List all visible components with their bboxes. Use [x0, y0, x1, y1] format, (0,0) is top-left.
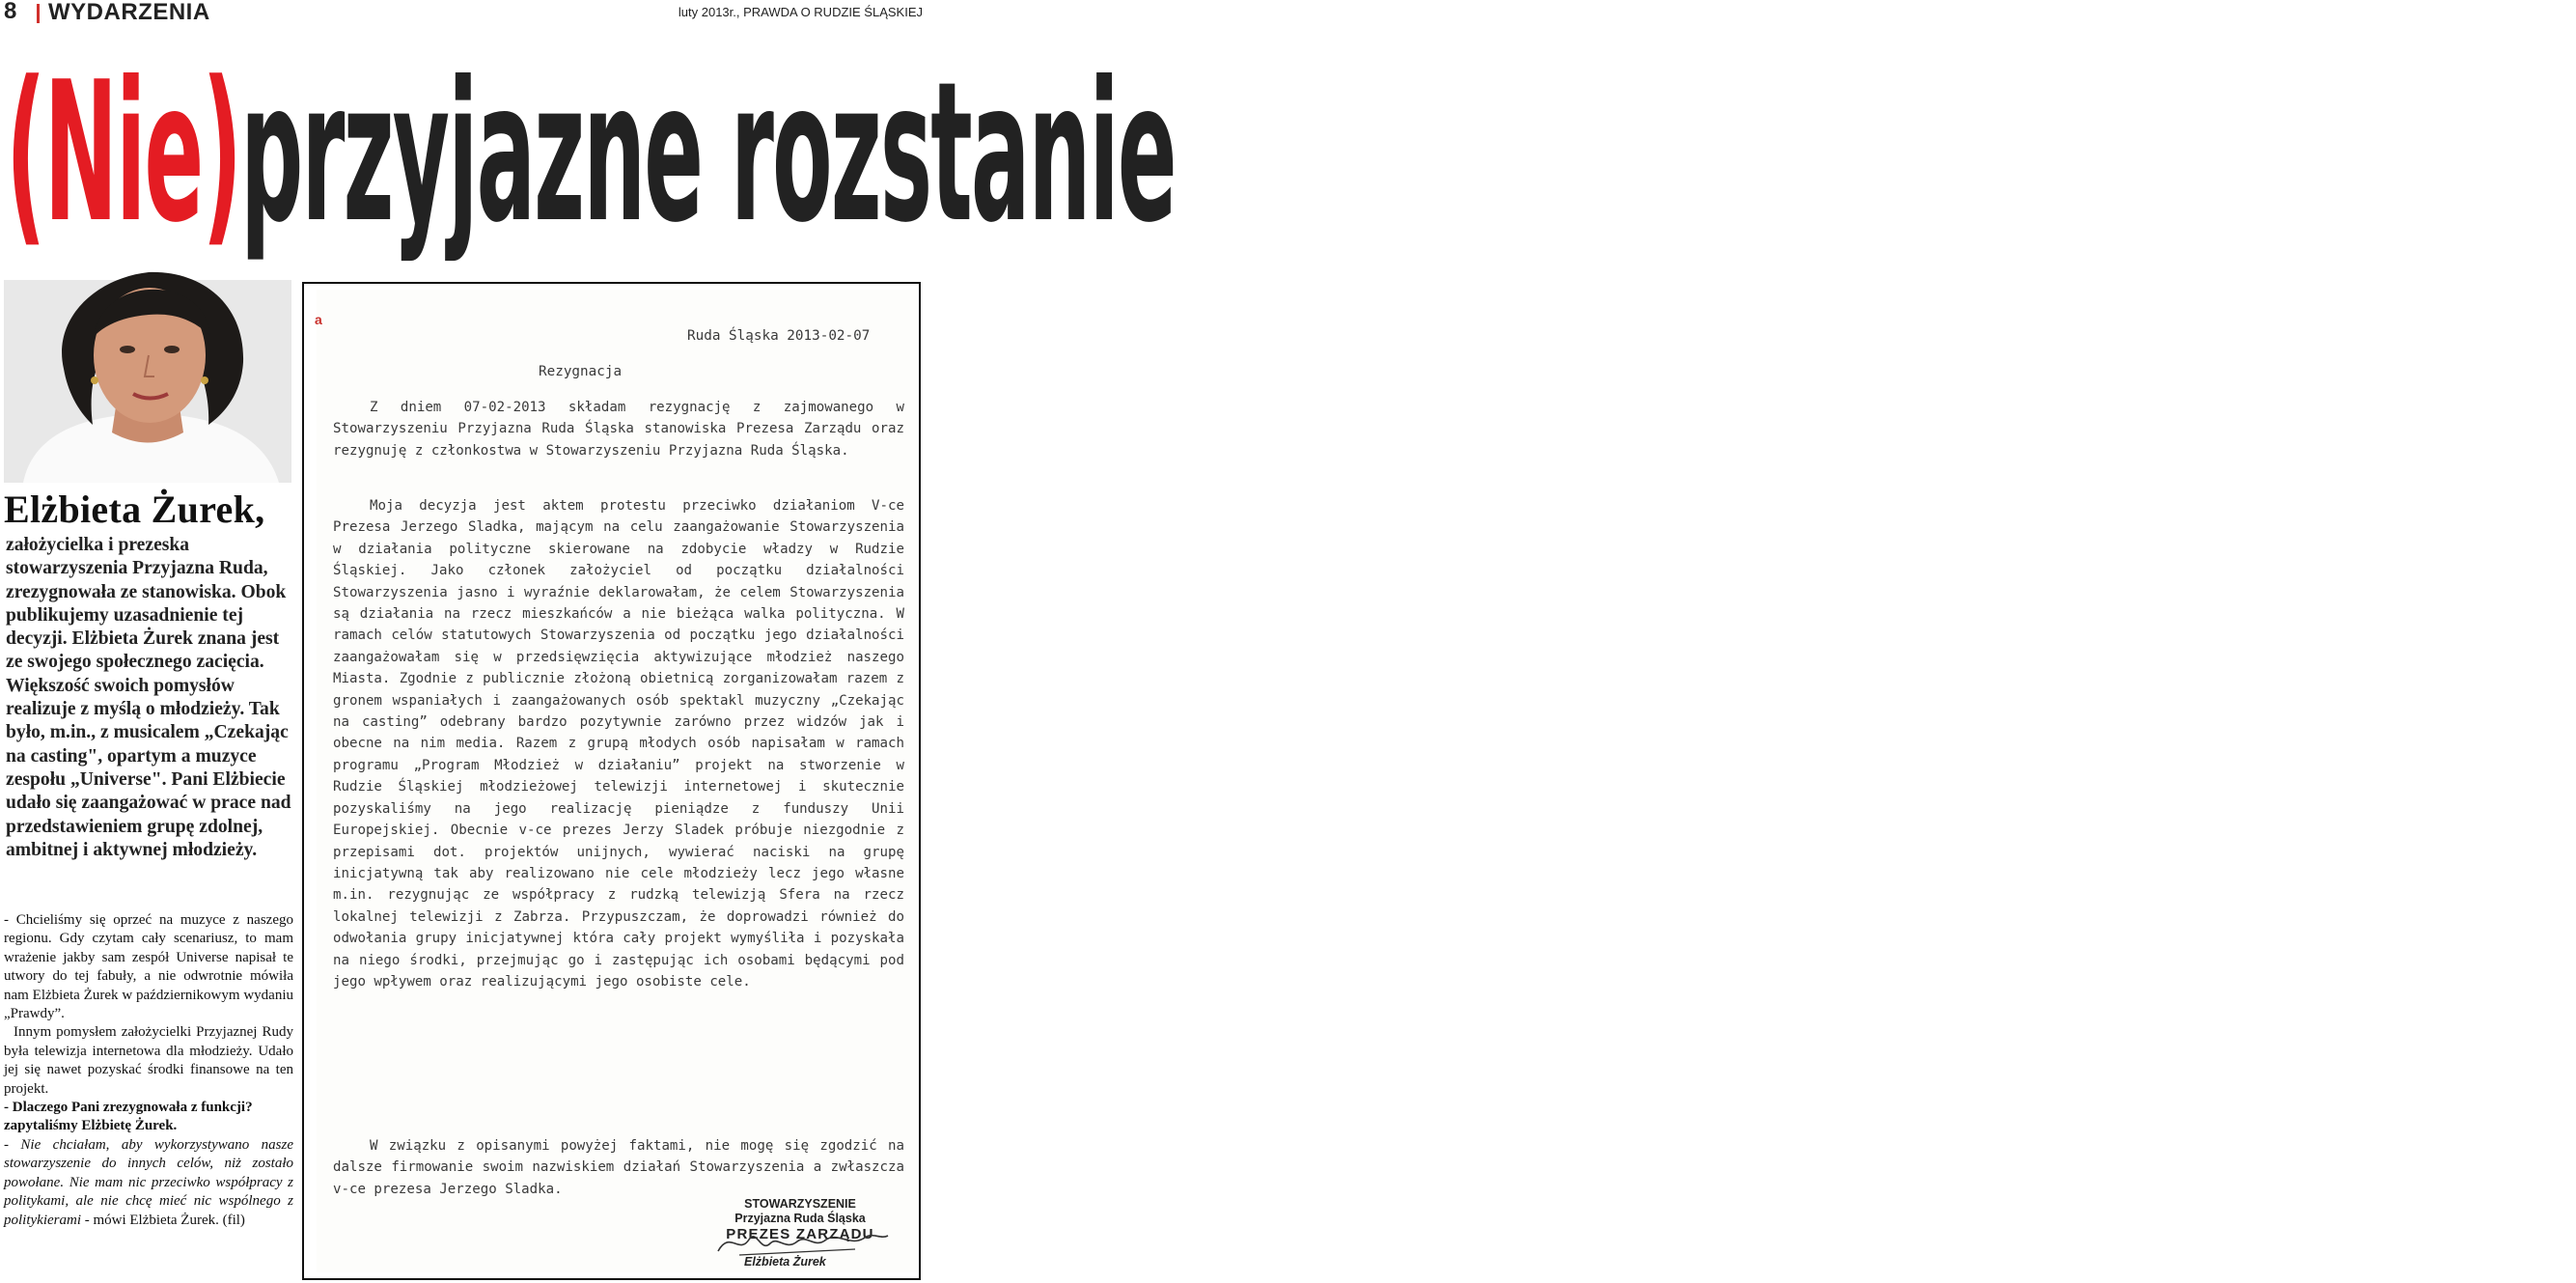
- interview-answer: [4, 1136, 293, 1230]
- answer-quote: - Nie chciałam, aby wykorzystywano nasze stowarzyszenie do innych celów, niż zostało powołane. Nie mam nic przeciwko współpracy z politykami, ale nie chcę mieć nic wspólnego z politykierami: [4, 1136, 293, 1228]
- letter-paragraph-1: [333, 397, 904, 461]
- headline-highlight: (Nie): [6, 41, 241, 265]
- body-paragraph-1: - Chcieliśmy się oprzeć na muzyce z naszego regionu. Gdy czytam cały scenariusz, to mam wrażenie jakby sam zespół Universe napisał te utwory do tej fabuły, a nie odwrotnie mówiła nam Elżbieta Żurek w październikowym wydaniu „Prawdy”.: [4, 912, 293, 1022]
- signature-name: Elżbieta Żurek: [744, 1255, 826, 1269]
- headline-rest: przyjazne rozstanie: [240, 41, 1176, 265]
- letter-paragraph-3: [333, 1135, 904, 1200]
- lede-paragraph: [6, 534, 291, 862]
- letter-paragraph-2: [333, 495, 904, 992]
- letter-paragraph-1-text: Z dniem 07-02-2013 składam rezygnację z zajmowanego w Stowarzyszeniu Przyjazna Ruda Śląska stanowiska Prezesa Zarządu oraz rezygnuję z członkostwa w Stowarzyszeniu Przyjazna Ruda Śląska.: [333, 400, 904, 459]
- header-divider: [37, 4, 40, 23]
- letter-paragraph-2-text: Moja decyzja jest aktem protestu przeciwko działaniom V-ce Prezesa Jerzego Sladka, mającym na celu zaangażowanie Stowarzyszenia w działania polityczne skierowane na zdobycie władzy w Rudzie Śląskiej. Jako członek założyciel od początku działalności Stowarzyszenia jasno i wyraźnie deklarowałam, że celem Stowarzyszenia są działania na rzecz mieszkańców a nie bieżąca walka polityczna. W ramach celów statutowych Stowarzyszenia od początku jego działalności zaangażowałam się w przedsięwzięcia aktywizujące młodzież naszego Miasta. Zgodnie z publicznie złożoną obietnicą zorganizowałam razem z gronem wspaniałych i zaangażowanych osób spektakl muzyczny „Czekając na casting” odebrany bardzo pozytywnie zarówno przez widzów jak i obecne na nim media. Razem z grupą młodych osób napisałam w ramach programu „Program Młodzież w działaniu” projekt na stworzenie w Rudzie Śląskiej młodzieżowej telewizji internetowej i skutecznie pozyskaliśmy na jego realizację pieniądze z funduszy Unii Europejskiej. Obecnie v-ce prezes Jerzy Sladek próbuje niezgodnie z przepisami dot. projektów unijnych, wywierać naciski na grupę inicjatywną tak aby realizowano nie cele młodzieży lecz jego własne m.in. rezygnując ze współpracy z rudzką telewizją Sfera na rzecz lokalnej telewizji z Zabrza. Przypuszczam, że doprowadzi również do odwołania grupy inicjatywnej która cały projekt wymyśliła i pozyskała na niego środki, przejmując go i zastępując ich osobami będącymi pod jego wpływem oraz realizującymi jego osobiste cele.: [333, 498, 904, 990]
- letter-subject: Rezygnacja: [539, 364, 623, 379]
- section-title: WYDARZENIA: [48, 0, 210, 25]
- stamp-line-2: Przyjazna Ruda Śląska: [734, 1212, 866, 1225]
- article-body: [4, 911, 293, 1230]
- letter-paragraph-3-text: W związku z opisanymi powyżej faktami, nie mogę się zgodzić na dalsze firmowanie swoim nazwiskiem działań Stowarzyszenia a zwłaszcza v-ce prezesa Jerzego Sladka.: [333, 1138, 904, 1197]
- body-paragraph-2: Innym pomysłem założycielki Przyjaznej Rudy była telewizja internetowa dla młodzieży. Udało jej się nawet pozyskać środki finansowe na ten projekt.: [4, 1024, 293, 1097]
- letter-date: Ruda Śląska 2013-02-07: [687, 328, 871, 344]
- page-number: 8: [4, 0, 17, 24]
- answer-attribution: - mówi Elżbieta Żurek. (fil): [80, 1212, 245, 1228]
- stamp-line-3: PREZES ZARZĄDU: [726, 1226, 874, 1242]
- portrait-photo: [4, 280, 291, 483]
- headline: [6, 41, 1176, 284]
- letter-corner-mark: a: [315, 312, 322, 327]
- interview-question-attribution: zapytaliśmy Elżbietę Żurek.: [4, 1118, 178, 1134]
- lede-text: założycielka i prezeska stowarzyszenia Przyjazna Ruda, zrezygnowała ze stanowiska. Obok publikujemy uzasadnienie tej decyzji. Elżbieta Żurek znana jest ze swojego społecznego zacięcia. Większość swoich pomysłów realizuje z myślą o młodzieży. Tak było, m.in., z musicalem „Czekając na casting", opartym a muzyce zespołu „Universe". Pani Elżbiecie udało się zaangażować w prace nad przedstawieniem grupę zdolnej, ambitnej i aktywnej młodzieży.: [6, 535, 291, 860]
- interview-question: - Dlaczego Pani zrezygnowała z funkcji?: [4, 1100, 253, 1116]
- stamp-line-1: STOWARZYSZENIE: [744, 1197, 856, 1211]
- person-name: Elżbieta Żurek,: [4, 488, 265, 531]
- issue-date-line: luty 2013r., PRAWDA O RUDZIE ŚLĄSKIEJ: [678, 5, 923, 19]
